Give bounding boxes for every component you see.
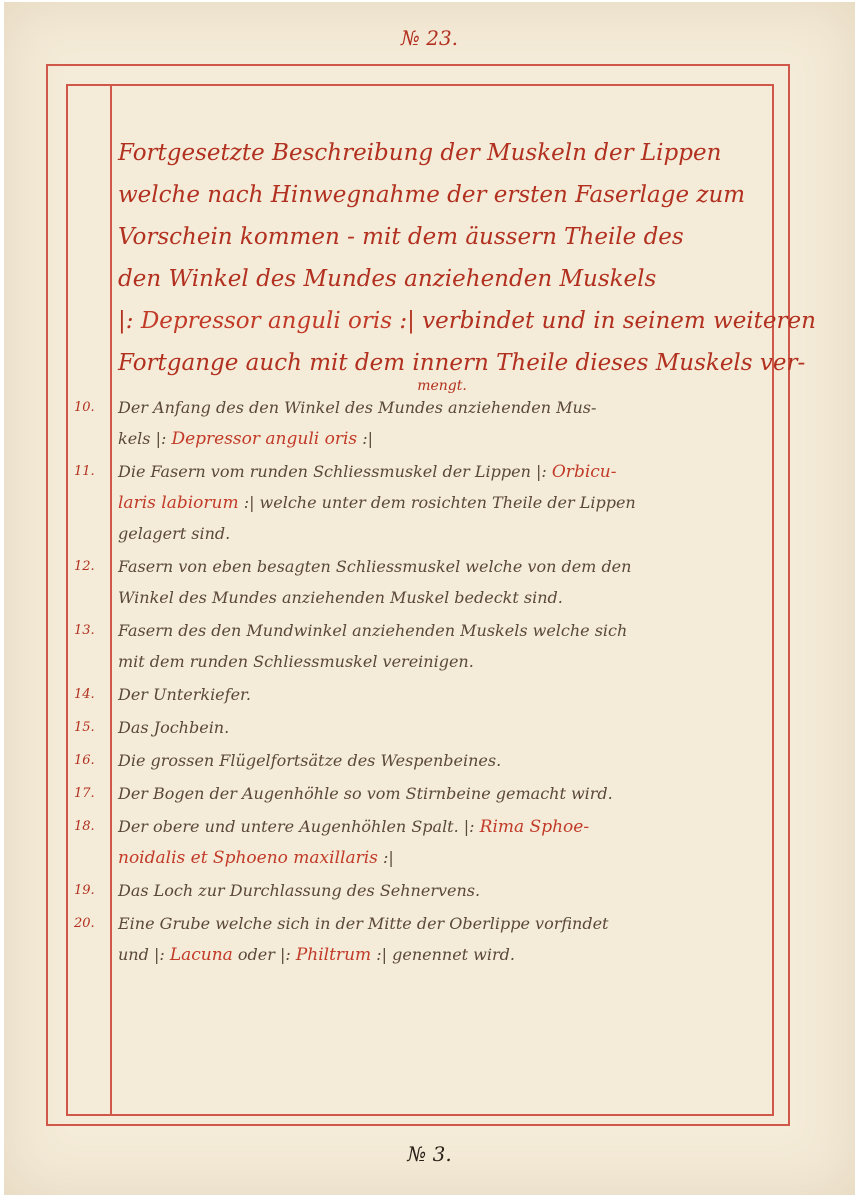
- entry-line: [118, 778, 768, 809]
- entry-line: [118, 551, 768, 582]
- entry-text: :|: [382, 848, 394, 867]
- heading-bracket-open: |:: [118, 308, 134, 334]
- heading-line-7: mengt.: [417, 378, 467, 394]
- heading-line-5: [118, 300, 816, 342]
- latin-term: Depressor anguli oris: [171, 429, 358, 449]
- entry-text: Der Anfang des den Winkel des Mundes anziehenden Mus-: [118, 398, 597, 417]
- entry-text: Eine Grube welche sich in der Mitte der Oberlippe vorfindet: [118, 914, 609, 933]
- latin-term: Lacuna: [169, 945, 233, 965]
- heading-line-3: Vorschein kommen - mit dem äussern Theile des: [118, 224, 684, 250]
- latin-term: Philtrum: [295, 945, 372, 965]
- entry-line: [118, 582, 768, 613]
- latin-term: Orbicu-: [551, 462, 617, 482]
- entry-text: mit dem runden Schliessmuskel vereinigen.: [118, 652, 474, 671]
- entry-line: [118, 745, 768, 776]
- entry-number: 17.: [74, 786, 95, 801]
- entry-number: 14.: [74, 687, 95, 702]
- entry-line: [118, 392, 768, 423]
- entry-number: 20.: [74, 916, 95, 931]
- entry-line: [118, 646, 768, 677]
- entry-line: [118, 487, 768, 518]
- entry-text: Fasern des den Mundwinkel anziehenden Muskels welche sich: [118, 621, 628, 640]
- entry-text: :| genennet wird.: [376, 945, 515, 964]
- entry-text: :| welche unter dem rosichten Theile der Lippen: [243, 493, 636, 512]
- entry-line: [118, 518, 768, 549]
- entry-line: [118, 842, 768, 873]
- entry-line: [118, 456, 768, 487]
- entry-line: [118, 875, 768, 906]
- latin-term: Rima Sphoe-: [479, 817, 590, 837]
- manuscript-page: [4, 2, 855, 1195]
- entry-text: gelagert sind.: [118, 524, 231, 543]
- entry-text: oder |:: [237, 945, 291, 964]
- entry-line: [118, 811, 768, 842]
- entry-text: Das Jochbein.: [118, 718, 230, 737]
- entry-text: Fasern von eben besagten Schliessmuskel welche von dem den: [118, 557, 632, 576]
- entry-line: [118, 908, 768, 939]
- entry-line: [118, 423, 768, 454]
- heading-line-6: Fortgange auch mit dem innern Theile dieses Muskels ver-: [118, 350, 806, 376]
- entry-number: 18.: [74, 819, 95, 834]
- latin-term: laris labiorum: [118, 493, 239, 513]
- entry-text: Der Unterkiefer.: [118, 685, 252, 704]
- page-number-bottom: № 3.: [407, 1142, 452, 1166]
- heading-line-1: Fortgesetzte Beschreibung der Muskeln der Lippen: [118, 140, 722, 166]
- entry-text: Die Fasern vom runden Schliessmuskel der Lippen |:: [118, 462, 547, 481]
- entry-text: Der Bogen der Augenhöhle so vom Stirnbeine gemacht wird.: [118, 784, 613, 803]
- entry-number: 13.: [74, 623, 95, 638]
- entry-text: Winkel des Mundes anziehenden Muskel bedeckt sind.: [118, 588, 563, 607]
- entry-line: [118, 939, 768, 970]
- entry-text: :|: [362, 429, 374, 448]
- entry-number: 10.: [74, 400, 95, 415]
- latin-term: noidalis et Sphoeno maxillaris: [118, 848, 378, 868]
- entry-text: Die grossen Flügelfortsätze des Wespenbeines.: [118, 751, 502, 770]
- heading-line-4: den Winkel des Mundes anziehenden Muskels: [118, 266, 657, 292]
- margin-rule: [110, 84, 112, 1116]
- entry-number: 16.: [74, 753, 95, 768]
- heading-line-5-rest: :| verbindet und in seinem weiteren: [399, 308, 816, 334]
- entry-line: [118, 712, 768, 743]
- entry-line: [118, 679, 768, 710]
- heading-block: [118, 132, 816, 394]
- entry-text: Das Loch zur Durchlassung des Sehnervens.: [118, 881, 481, 900]
- entry-text: Der obere und untere Augenhöhlen Spalt. |:: [118, 817, 475, 836]
- entry-text: kels |:: [118, 429, 167, 448]
- entry-number: 19.: [74, 883, 95, 898]
- heading-latin-term: Depressor anguli oris: [140, 308, 393, 334]
- entry-line: [118, 615, 768, 646]
- page-number-top: № 23.: [400, 26, 459, 50]
- entry-number: 12.: [74, 559, 95, 574]
- entry-text: und |:: [118, 945, 165, 964]
- heading-line-2: welche nach Hinwegnahme der ersten Faserlage zum: [118, 182, 746, 208]
- entry-number: 11.: [74, 464, 95, 479]
- entry-number: 15.: [74, 720, 95, 735]
